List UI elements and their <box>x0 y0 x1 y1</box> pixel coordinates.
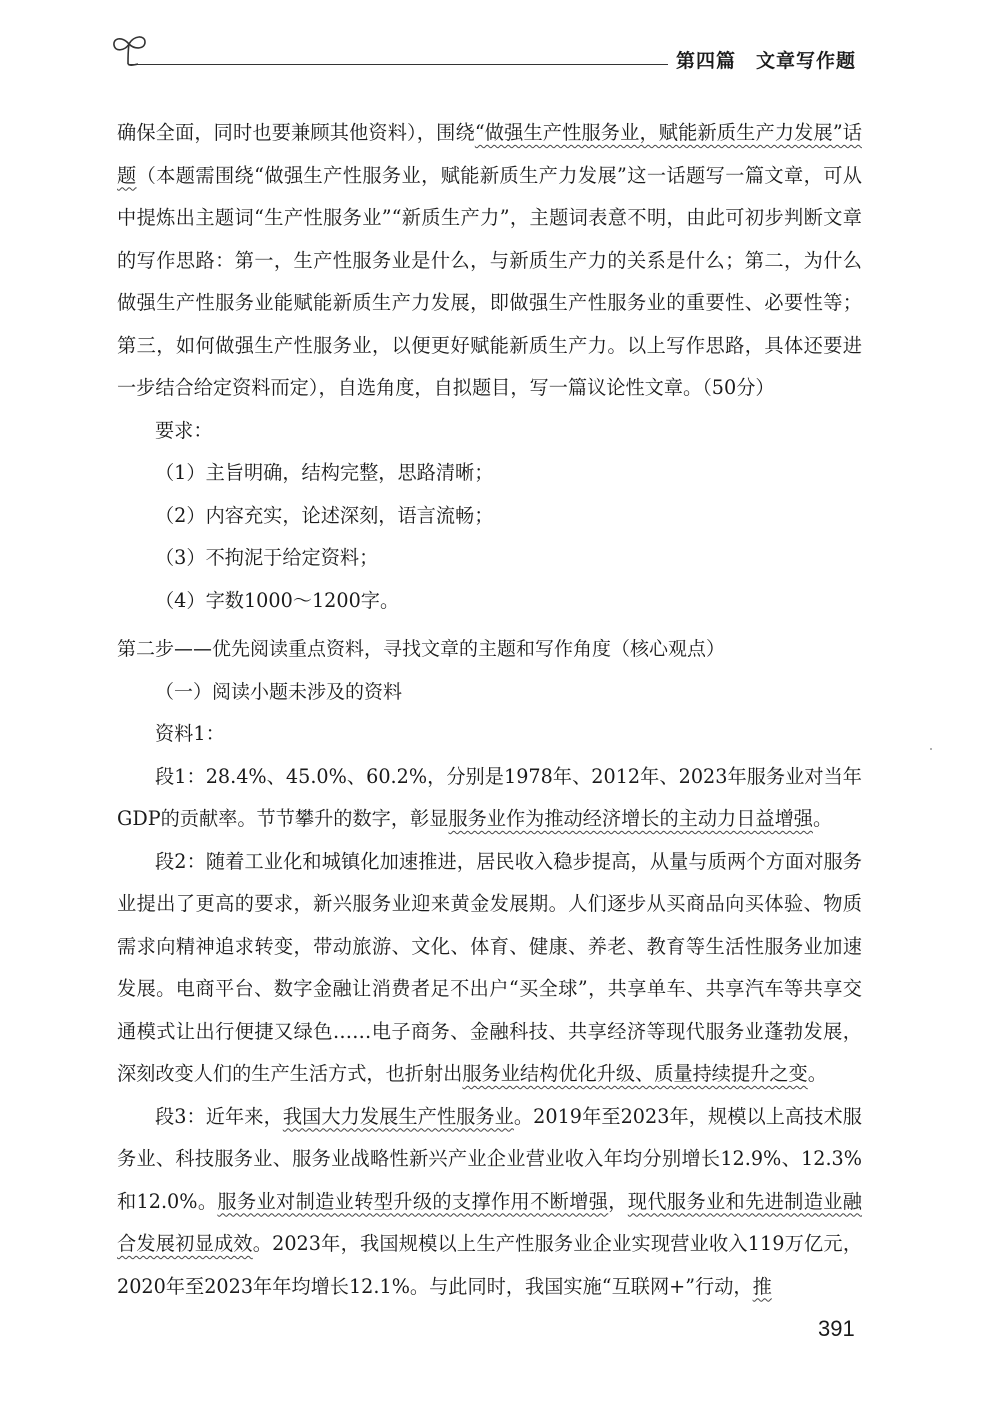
header-title <box>676 46 856 73</box>
text-run: （本题需围绕“做强生产性服务业，赋能新质生产力发展”这一话题写一篇文章，可从中提炼出主题词“生产性服务业”“新质生产力”，主题词表意不明，由此可初步判断文章的写作思路：第一，生产性服务业是什么，与新质生产力的关系是什么；第二，为什么做强生产性服务业能赋能新质生产力发展，即做强生产性服务业的重要性、必要性等；第三，如何做强生产性服务业，以便更好赋能新质生产力。以上写作思路，具体还要进一步结合给定资料而定），自选角度，自拟题目，写一篇议论性文章。（50分） <box>117 163 862 399</box>
segment-3 <box>117 1096 862 1309</box>
header-rule <box>128 64 668 65</box>
page-header <box>0 0 1000 90</box>
underlined-phrase: 服务业作为推动经济增长的主动力日益增强 <box>448 807 813 830</box>
underlined-phrase: 服务业对制造业转型升级的支撑作用不断增强 <box>217 1189 609 1213</box>
segment-2 <box>117 841 862 1096</box>
material-label: 资料1： <box>155 722 225 745</box>
text-run: 确保全面，同时也要兼顾其他资料），围绕 <box>117 121 475 144</box>
underlined-phrase: 现代服务业和先进制造业融合发展初显成效 <box>117 1189 862 1255</box>
scan-speck <box>930 748 932 750</box>
part-label: 第四篇 <box>676 50 737 72</box>
underlined-phrase: 服务业结构优化升级、质量持续提升之变 <box>462 1062 808 1085</box>
text-run: 段3：近年来， <box>155 1104 283 1128</box>
text-run: 。 <box>807 1062 827 1085</box>
sprout-icon <box>108 26 154 74</box>
requirement-item: （4）字数1000～1200字。 <box>155 588 400 612</box>
requirement-item: （2）内容充实，论述深刻，语言流畅； <box>155 503 494 527</box>
step2-heading: 第二步——优先阅读重点资料，寻找文章的主题和写作角度（核心观点） <box>117 638 726 660</box>
requirement-item: （3）不拘泥于给定资料； <box>155 546 379 569</box>
underlined-topic: “做强生产性服务业，赋能新质生产力发展”话题 <box>117 121 862 187</box>
underlined-phrase: 我国大力发展生产性服务业 <box>282 1104 514 1128</box>
requirements-label: 要求： <box>155 418 213 442</box>
section-heading: （一）阅读小题未涉及的资料 <box>155 680 403 703</box>
page-number: 391 <box>818 1316 855 1341</box>
text-run: 段1：28.4%、45.0%、60.2%，分别是1978年、2012年、2023年服务业对当年GDP的贡献率。节节攀升的数字，彰显 <box>117 764 862 830</box>
question-paragraph <box>117 112 862 410</box>
page-body <box>117 112 862 1308</box>
underlined-phrase: 推 <box>752 1274 772 1298</box>
text-run: 。2023年，我国规模以上生产性服务业企业实现营业收入119万亿元，2020年至2023年年均增长12.1%。与此同时，我国实施“互联网+”行动， <box>117 1232 863 1298</box>
requirement-item: （1）主旨明确，结构完整，思路清晰； <box>155 461 494 484</box>
text-run: 。 <box>813 807 833 830</box>
chapter-title: 文章写作题 <box>756 50 857 72</box>
segment-1 <box>117 756 862 841</box>
text-run: 。2019年至2023年，规模以上高技术服务业、科技服务业、服务业战略性新兴产业企业营业收入年均分别增长12.9%、12.3%和12.0%。 <box>117 1104 862 1213</box>
text-run: ， <box>608 1189 628 1213</box>
text-run: 段2：随着工业化和城镇化加速推进，居民收入稳步提高，从量与质两个方面对服务业提出了更高的要求，新兴服务业迎来黄金发展期。人们逐步从买商品向买体验、物质需求向精神追求转变，带动旅游、文化、体育、健康、养老、教育等生活性服务业加速发展。电商平台、数字金融让消费者足不出户“买全球”，共享单车、共享汽车等共享交通模式让出行便捷又绿色……电子商务、金融科技、共享经济等现代服务业蓬勃发展，深刻改变人们的生产生活方式，也折射出 <box>117 849 862 1085</box>
